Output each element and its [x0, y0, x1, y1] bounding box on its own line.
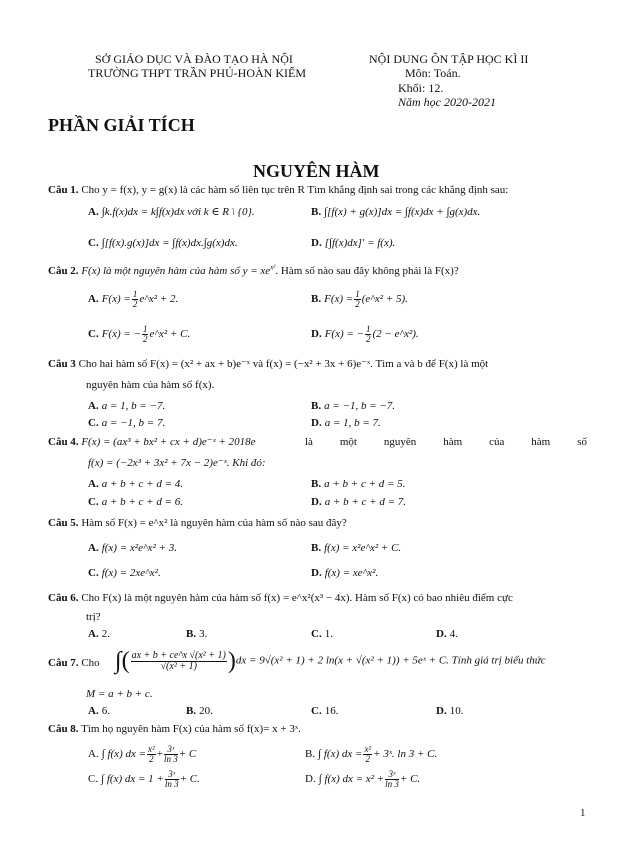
- question-2-option-d[interactable]: [311, 325, 419, 344]
- question-4-option-c[interactable]: [88, 496, 183, 510]
- question-3-label: Câu 3: [48, 358, 76, 370]
- question-8-text: Tìm họ nguyên hàm F(x) của hàm số f(x)= x + 3ˣ.: [81, 723, 301, 735]
- option-pre: F(x) =: [324, 293, 354, 306]
- option-label: A.: [88, 628, 99, 640]
- option-post: (2 − e^x²).: [372, 328, 419, 341]
- option-pre: ∫ f(x) dx =: [101, 748, 147, 761]
- option-label: C.: [88, 773, 99, 786]
- question-7-integral: [115, 646, 546, 676]
- question-5-option-b[interactable]: [311, 542, 401, 556]
- word: số: [577, 436, 587, 448]
- option-text: 4.: [449, 628, 458, 640]
- fraction: [164, 745, 178, 764]
- numerator: 3ˣ: [385, 770, 399, 780]
- question-8-label: Câu 8.: [48, 723, 79, 735]
- option-post: + C.: [179, 773, 200, 786]
- option-text: 6.: [101, 705, 110, 717]
- word: nguyên: [383, 436, 417, 448]
- option-text: 3.: [199, 628, 208, 640]
- question-5-stem: [48, 517, 347, 531]
- question-1-option-b[interactable]: [311, 206, 480, 220]
- question-8-option-a[interactable]: [88, 745, 196, 764]
- word: hàm: [443, 436, 463, 448]
- denominator: ln 3: [163, 754, 178, 764]
- option-text: a = −1, b = 7.: [101, 417, 166, 429]
- option-label: C.: [88, 417, 99, 429]
- question-4-justified-words: [305, 436, 587, 450]
- question-2-stem: [48, 265, 459, 279]
- question-7-text-line-2: M = a + b + c.: [86, 688, 153, 700]
- word: là: [305, 436, 313, 448]
- school-name: [88, 66, 306, 81]
- numerator: x²: [148, 744, 155, 754]
- school-name-text: TRƯỜNG THPT TRẦN PHÚ-HOÀN KIẾM: [88, 66, 306, 80]
- bracket-icon: ): [227, 648, 236, 674]
- fraction: [354, 290, 361, 309]
- question-4-text-line-2: f(x) = (−2x³ + 3x² + 7x − 2)e⁻ˣ. Khi đó:: [88, 457, 266, 469]
- question-3-text: Cho hai hàm số F(x) = (x² + ax + b)e⁻ˣ và f(x) = (−x² + 3x + 6)e⁻ˣ. Tìm a và b để F(x) là một: [78, 358, 489, 370]
- option-label: A.: [88, 400, 99, 412]
- option-pre: F(x) = −: [101, 328, 141, 341]
- question-3-option-a[interactable]: [88, 400, 165, 414]
- fraction: [142, 325, 149, 344]
- question-8-option-d[interactable]: [305, 770, 420, 789]
- fraction: [147, 745, 156, 764]
- option-pre: F(x) =: [101, 293, 131, 306]
- question-2-sup: x²: [270, 263, 276, 272]
- grade: Khối: 12.: [398, 81, 444, 95]
- question-4-option-b[interactable]: [311, 478, 405, 492]
- option-pre: ∫ f(x) dx =: [318, 748, 363, 761]
- question-7-option-b[interactable]: [186, 705, 213, 719]
- integral-icon: ∫(: [115, 648, 130, 674]
- question-7-text-pre: Cho: [81, 657, 100, 669]
- option-text: 2.: [101, 628, 110, 640]
- option-text: f(x) = xe^x².: [324, 567, 379, 579]
- fraction: [132, 290, 139, 309]
- question-8-option-b[interactable]: [305, 745, 437, 764]
- option-text: 16.: [324, 705, 339, 717]
- question-5-option-a[interactable]: [88, 542, 177, 556]
- question-1-label: Câu 1.: [48, 184, 79, 196]
- numerator: 1: [142, 324, 148, 334]
- question-6-text-line-2: trị?: [86, 611, 101, 623]
- option-label: C.: [311, 628, 322, 640]
- option-label: C.: [88, 567, 99, 579]
- numerator: 3ˣ: [165, 770, 179, 780]
- denominator: 2: [149, 754, 154, 764]
- question-3-option-b[interactable]: [311, 400, 395, 414]
- option-text: ∫k.f(x)dx = k∫f(x)dx với k ∈ R \ {0}.: [101, 206, 255, 218]
- question-4-option-d[interactable]: [311, 496, 406, 510]
- option-label: B.: [311, 478, 322, 490]
- option-label: A.: [88, 705, 99, 717]
- question-5-option-c[interactable]: [88, 567, 161, 581]
- word: một: [339, 436, 357, 448]
- question-6-option-c[interactable]: [311, 628, 333, 642]
- option-post: + C: [178, 748, 197, 761]
- chapter-title: NGUYÊN HÀM: [253, 161, 380, 181]
- denominator: 2: [355, 299, 360, 309]
- option-text: f(x) = x²e^x² + C.: [324, 542, 402, 554]
- fraction: [165, 770, 179, 789]
- question-2-label: Câu 2.: [48, 265, 79, 277]
- question-7-label: Câu 7.: [48, 657, 79, 669]
- question-7-stem: [48, 657, 100, 671]
- numerator: 3ˣ: [164, 745, 178, 755]
- option-post: e^x² + 2.: [139, 293, 179, 306]
- option-post: + C.: [399, 773, 421, 786]
- option-text: 20.: [199, 705, 213, 717]
- option-label: C.: [88, 496, 99, 508]
- question-6-label: Câu 6.: [48, 592, 79, 604]
- denominator: 2: [365, 754, 371, 764]
- option-label: A.: [88, 293, 99, 306]
- question-4-stem: [48, 436, 255, 450]
- option-label: B.: [311, 206, 322, 218]
- option-label: D.: [305, 773, 316, 786]
- word: của: [489, 436, 505, 448]
- option-pre: ∫ f(x) dx = x² +: [318, 773, 385, 786]
- denominator: ln 3: [164, 779, 179, 789]
- option-text: a = −1, b = −7.: [324, 400, 396, 412]
- numerator: ax + b + ce^x √(x² + 1): [131, 649, 226, 661]
- option-text: a = 1, b = −7.: [101, 400, 166, 412]
- option-label: C.: [88, 237, 99, 249]
- option-text: a = 1, b = 7.: [324, 417, 381, 429]
- option-pre: ∫ f(x) dx = 1 +: [101, 773, 164, 786]
- question-3-option-c[interactable]: [88, 417, 165, 431]
- question-1-option-a[interactable]: [88, 206, 255, 220]
- option-text: a + b + c + d = 6.: [101, 496, 184, 508]
- denominator: ln 3: [385, 779, 399, 789]
- question-6-text: Cho F(x) là một nguyên hàm của hàm số f(x) = e^x²(x³ − 4x). Hàm số F(x) có bao nhiêu điểm cực: [81, 592, 513, 604]
- word: hàm: [531, 436, 551, 448]
- denominator: 2: [365, 334, 371, 344]
- question-1-stem: [48, 184, 508, 198]
- fraction: [365, 325, 372, 344]
- question-1-text: Cho y = f(x), y = g(x) là các hàm số liên tục trên R Tìm khẳng định sai trong các khẳng định sau:: [81, 184, 509, 196]
- numerator: 1: [355, 289, 360, 299]
- option-label: D.: [311, 237, 322, 249]
- option-label: B.: [311, 293, 322, 306]
- fraction: [131, 651, 227, 672]
- denominator: 2: [142, 334, 148, 344]
- subject: Môn: Toán.: [405, 66, 461, 80]
- option-label: D.: [311, 496, 322, 508]
- option-post: e^x² + C.: [149, 328, 191, 341]
- option-text: a + b + c + d = 5.: [324, 478, 406, 490]
- option-label: A.: [88, 748, 99, 761]
- question-1-option-c[interactable]: [88, 237, 238, 251]
- option-label: B.: [311, 400, 322, 412]
- option-label: A.: [88, 206, 99, 218]
- numerator: 1: [132, 289, 138, 299]
- question-1-option-d[interactable]: [311, 237, 395, 251]
- question-8-stem: [48, 723, 301, 737]
- school-department: SỞ GIÁO DỤC VÀ ĐÀO TẠO HÀ NỘI: [95, 52, 293, 66]
- question-7-option-c[interactable]: [311, 705, 338, 719]
- option-label: B.: [186, 705, 197, 717]
- option-label: B.: [186, 628, 197, 640]
- question-8-option-c[interactable]: [88, 770, 200, 789]
- option-text: f(x) = x²e^x² + 3.: [101, 542, 177, 554]
- option-label: A.: [88, 478, 99, 490]
- question-4-text: F(x) = (ax³ + bx² + cx + d)e⁻ˣ + 2018e: [81, 436, 256, 448]
- question-2-text-a: F(x) là một nguyên hàm của hàm số y = xe: [81, 265, 271, 277]
- question-3-stem: [48, 358, 588, 372]
- question-2-text-b: . Hàm số nào sau đây không phải là F(x)?: [275, 265, 459, 277]
- school-year: Năm học 2020-2021: [398, 95, 496, 109]
- question-7-option-a[interactable]: [88, 705, 110, 719]
- option-label: C.: [88, 328, 99, 341]
- question-2-option-a[interactable]: [88, 290, 178, 309]
- option-label: B.: [311, 542, 322, 554]
- option-post: + 3ˣ. ln 3 + C.: [373, 748, 438, 761]
- question-6-stem: [48, 592, 513, 606]
- question-5-text: Hàm số F(x) = e^x² là nguyên hàm của hàm số nào sau đây?: [81, 517, 347, 529]
- option-pre: F(x) = −: [324, 328, 364, 341]
- option-post: (e^x² + 5).: [361, 293, 408, 306]
- denominator: 2: [132, 299, 138, 309]
- option-text: 10.: [449, 705, 464, 717]
- option-label: D.: [311, 567, 322, 579]
- numerator: x²: [364, 744, 372, 754]
- option-label: A.: [88, 542, 99, 554]
- question-6-option-b[interactable]: [186, 628, 207, 642]
- fraction: [363, 745, 372, 764]
- option-text: 1.: [324, 628, 333, 640]
- question-4-label: Câu 4.: [48, 436, 79, 448]
- option-text: ∫[f(x) + g(x)]dx = ∫f(x)dx + ∫g(x)dx.: [324, 206, 481, 218]
- section-title: PHẦN GIẢI TÍCH: [48, 115, 195, 135]
- option-label: D.: [436, 705, 447, 717]
- question-3-text-line-2: nguyên hàm của hàm số f(x).: [86, 379, 215, 391]
- question-3-option-d[interactable]: [311, 417, 381, 431]
- question-2-option-b[interactable]: [311, 290, 408, 309]
- fraction: [385, 770, 399, 789]
- question-2-option-c[interactable]: [88, 325, 190, 344]
- option-label: D.: [436, 628, 447, 640]
- denominator: √(x² + 1): [160, 660, 197, 672]
- question-7-option-d[interactable]: [436, 705, 463, 719]
- question-6-option-a[interactable]: [88, 628, 110, 642]
- numerator: 1: [365, 324, 371, 334]
- page-number: 1: [580, 807, 586, 819]
- option-label: B.: [305, 748, 316, 761]
- option-mid: +: [156, 748, 163, 761]
- option-text: a + b + c + d = 7.: [324, 496, 407, 508]
- option-text: f(x) = 2xe^x².: [101, 567, 161, 579]
- question-5-label: Câu 5.: [48, 517, 79, 529]
- question-4-option-a[interactable]: [88, 478, 183, 492]
- option-label: D.: [311, 417, 322, 429]
- question-7-text-post: dx = 9√(x² + 1) + 2 ln(x + √(x² + 1)) + 5eˣ + C. Tính giá trị biểu thức: [235, 654, 546, 667]
- option-text: ∫[f(x).g(x)]dx = ∫f(x)dx.∫g(x)dx.: [101, 237, 238, 249]
- question-5-option-d[interactable]: [311, 567, 378, 581]
- doc-title: NỘI DUNG ÔN TẬP HỌC KÌ II: [369, 52, 529, 66]
- option-text: [∫f(x)dx]′ = f(x).: [324, 237, 396, 249]
- option-text: a + b + c + d = 4.: [101, 478, 184, 490]
- question-6-option-d[interactable]: [436, 628, 458, 642]
- option-label: C.: [311, 705, 322, 717]
- option-label: D.: [311, 328, 322, 341]
